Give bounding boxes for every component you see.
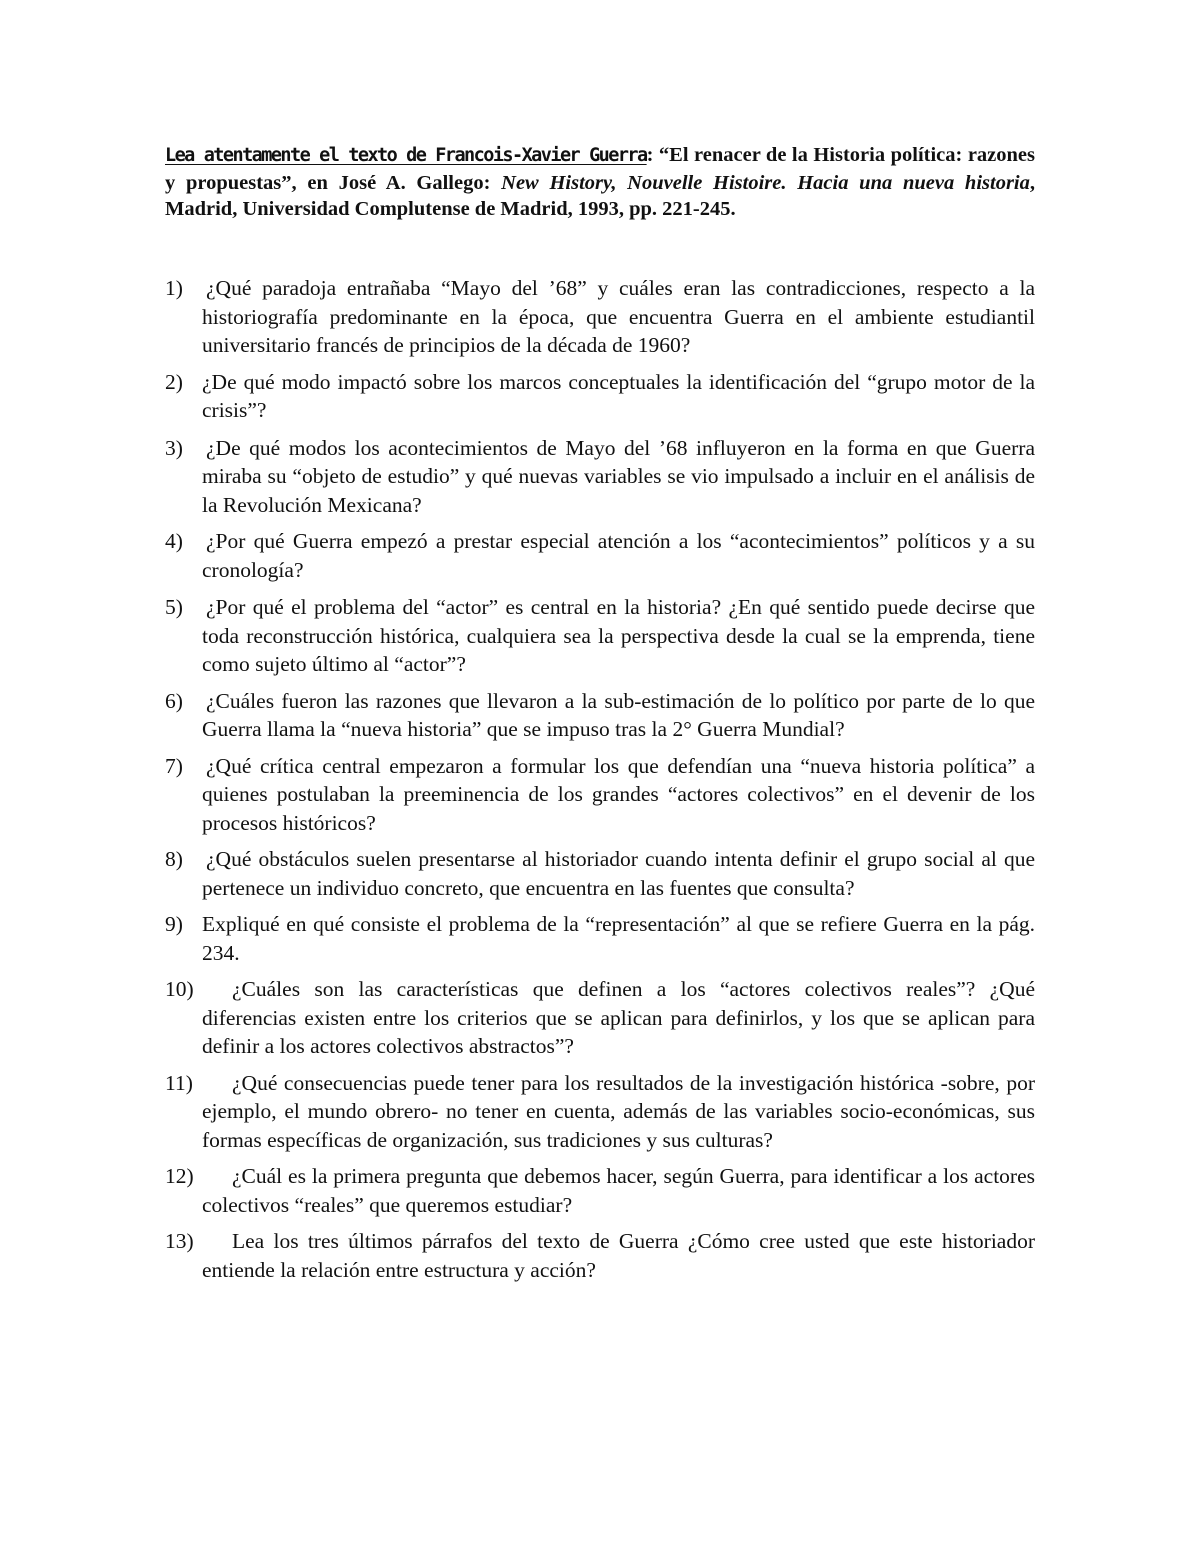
question-number: 9)	[165, 912, 183, 936]
question-text: ¿De qué modo impactó sobre los marcos conceptuales la identificación del “grupo motor de la crisis”?	[202, 369, 1035, 422]
instruction-colon: :	[646, 144, 654, 166]
question-number: 6)	[165, 688, 183, 713]
question-item	[165, 752, 1035, 838]
question-item	[165, 1227, 1035, 1284]
question-text: ¿Cuál es la primera pregunta que debemos hacer, según Guerra, para identificar a los actores colectivos “reales” que queremos estudiar?	[202, 1164, 1035, 1217]
question-item	[165, 910, 1035, 967]
question-text: Expliqué en qué consiste el problema de la “representación” al que se refiere Guerra en la pág. 234.	[202, 912, 1035, 965]
question-text: ¿Qué consecuencias puede tener para los resultados de la investigación histórica -sobre, por ejemplo, el mundo obrero- no tener en cuenta, además de las variables socio-económicas, sus formas específicas de organización, sus tradiciones y sus culturas?	[202, 1070, 1035, 1152]
question-text: ¿Por qué el problema del “actor” es central en la historia? ¿En qué sentido puede decirse que toda reconstrucción histórica, cualquiera sea la perspectiva desde la cual se la emprenda, tiene como sujeto último al “actor”?	[202, 595, 1035, 676]
question-number: 2)	[165, 369, 183, 394]
citation-book-title: New History, Nouvelle Histoire. Hacia una nueva historia	[501, 171, 1030, 194]
question-number: 12)	[165, 1164, 194, 1188]
question-number: 5)	[165, 595, 183, 619]
question-text: ¿Qué paradoja entrañaba “Mayo del ’68” y cuáles eran las contradicciones, respecto a la historiografía predominante en la época, que encuentra Guerra en el ambiente estudiantil universitario francés de principios de la década de 1960?	[202, 276, 1035, 357]
question-text: ¿Qué crítica central empezaron a formular los que defendían una “nueva historia política” a quienes postulaban la preeminencia de los grandes “actores colectivos” en el devenir de los procesos históricos?	[202, 753, 1035, 835]
question-item	[165, 274, 1035, 360]
question-item	[165, 975, 1035, 1061]
citation-part-1: “El renacer de la Historia política: razones y propuestas”, en José A. Gallego:	[165, 144, 1036, 194]
question-list	[165, 274, 1035, 1284]
question-item	[165, 687, 1035, 744]
question-number: 1)	[165, 276, 183, 300]
question-item	[165, 1162, 1035, 1219]
question-item	[165, 1069, 1035, 1155]
question-number: 3)	[165, 435, 183, 460]
question-number: 11)	[165, 1070, 193, 1095]
question-item	[165, 434, 1035, 520]
question-item	[165, 845, 1035, 902]
question-item	[165, 527, 1035, 584]
question-item	[165, 593, 1035, 679]
question-number: 13)	[165, 1229, 194, 1253]
question-text: ¿De qué modos los acontecimientos de Mayo del ’68 influyeron en la forma en que Guerra miraba su “objeto de estudio” y qué nuevas variables se vio impulsado a incluir en el análisis de la Revolución Mexicana?	[202, 435, 1035, 517]
question-text: ¿Qué obstáculos suelen presentarse al historiador cuando intenta definir el grupo social al que pertenece un individuo concreto, que encuentra en las fuentes que consulta?	[202, 847, 1035, 900]
question-item	[165, 368, 1035, 425]
question-text: ¿Cuáles son las características que definen a los “actores colectivos reales”? ¿Qué diferencias existen entre los criterios que se aplican para definirlos, y los que se aplican para definir a los actores colectivos abstractos”?	[202, 977, 1035, 1058]
question-number: 4)	[165, 529, 183, 553]
question-text: Lea los tres últimos párrafos del texto de Guerra ¿Cómo cree usted que este historiador entiende la relación entre estructura y acción?	[202, 1229, 1035, 1282]
question-number: 8)	[165, 847, 183, 871]
citation-part-2: , Madrid, Universidad Complutense de Madrid, 1993, pp. 221-245.	[165, 171, 1035, 220]
assignment-instructions	[165, 142, 1035, 223]
question-number: 7)	[165, 753, 183, 778]
instruction-lead: Lea atentamente el texto de Francois-Xavier Guerra	[165, 145, 647, 166]
question-text: ¿Cuáles fueron las razones que llevaron a la sub-estimación de lo político por parte de lo que Guerra llama la “nueva historia” que se impuso tras la 2° Guerra Mundial?	[202, 688, 1035, 741]
question-text: ¿Por qué Guerra empezó a prestar especial atención a los “acontecimientos” políticos y a su cronología?	[202, 529, 1035, 582]
question-number: 10)	[165, 977, 194, 1001]
